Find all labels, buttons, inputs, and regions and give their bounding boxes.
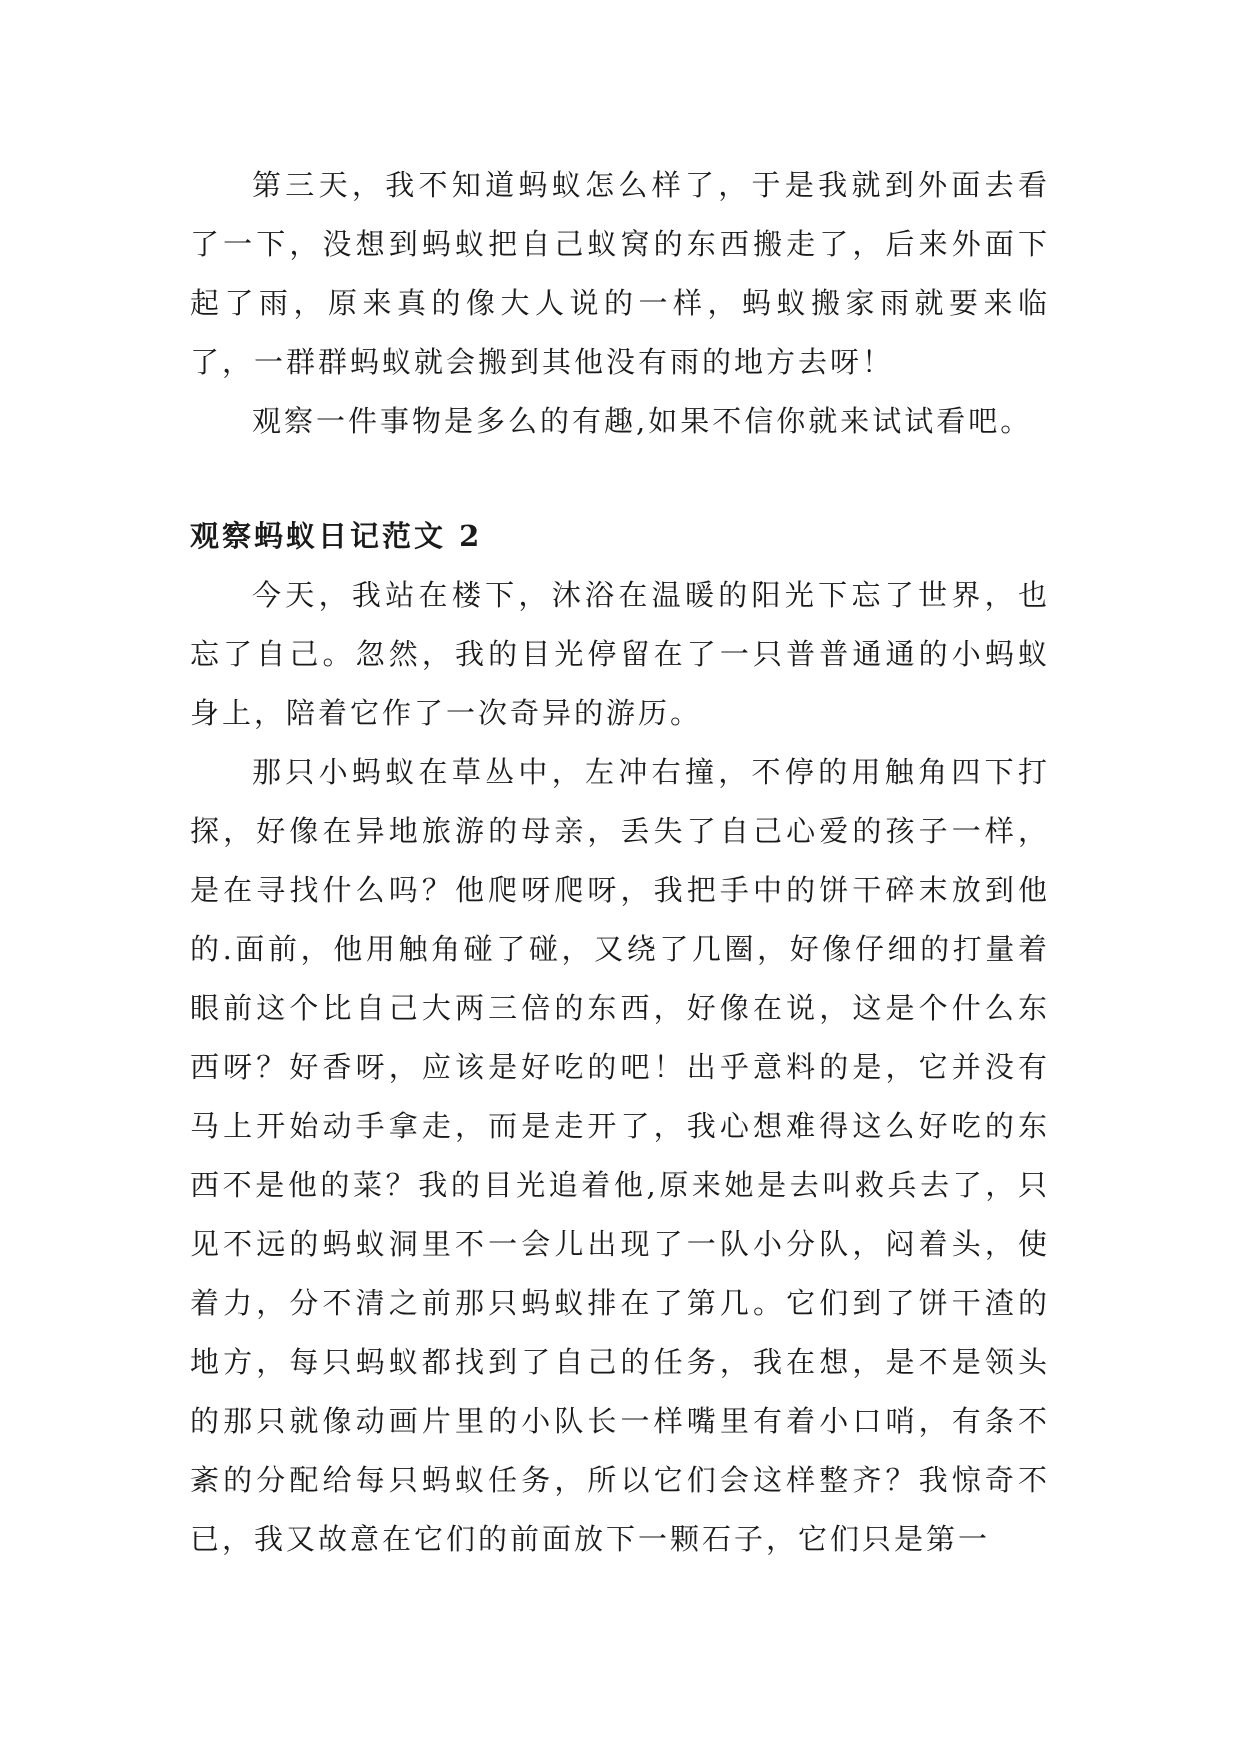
section-title: 观察蚂蚁日记范文 2 <box>190 519 483 553</box>
paragraph-conclusion: 观察一件事物是多么的有趣,如果不信你就来试试看吧。 <box>252 404 1033 438</box>
paragraph-day-three: 第三天，我不知道蚂蚁怎么样了，于是我就到外面去看了一下，没想到蚂蚁把自己蚁窝的东西搬走了，后来外面下起了雨，原来真的像大人说的一样，蚂蚁搬家雨就要来临了，一群群蚂蚁就会搬到其他没有雨的地方去呀！ <box>190 168 1050 379</box>
document-body <box>190 156 1050 1569</box>
paragraph-observation: 那只小蚂蚁在草丛中，左冲右撞，不停的用触角四下打探，好像在异地旅游的母亲，丢失了自己心爱的孩子一样，是在寻找什么吗？他爬呀爬呀，我把手中的饼干碎末放到他的.面前，他用触角碰了碰，又绕了几圈，好像仔细的打量着眼前这个比自己大两三倍的东西，好像在说，这是个什么东西呀？好香呀，应该是好吃的吧！出乎意料的是，它并没有马上开始动手拿走，而是走开了，我心想难得这么好吃的东西不是他的菜？我的目光追着他,原来她是去叫救兵去了，只见不远的蚂蚁洞里不一会儿出现了一队小分队，闷着头，使着力，分不清之前那只蚂蚁排在了第几。它们到了饼干渣的地方，每只蚂蚁都找到了自己的任务，我在想，是不是领头的那只就像动画片里的小队长一样嘴里有着小口哨，有条不紊的分配给每只蚂蚁任务，所以它们会这样整齐？我惊奇不已，我又故意在它们的前面放下一颗石子，它们只是第一 <box>190 755 1050 1556</box>
paragraph-intro: 今天，我站在楼下，沐浴在温暖的阳光下忘了世界，也忘了自己。忽然，我的目光停留在了一只普普通通的小蚂蚁身上，陪着它作了一次奇异的游历。 <box>190 578 1050 730</box>
